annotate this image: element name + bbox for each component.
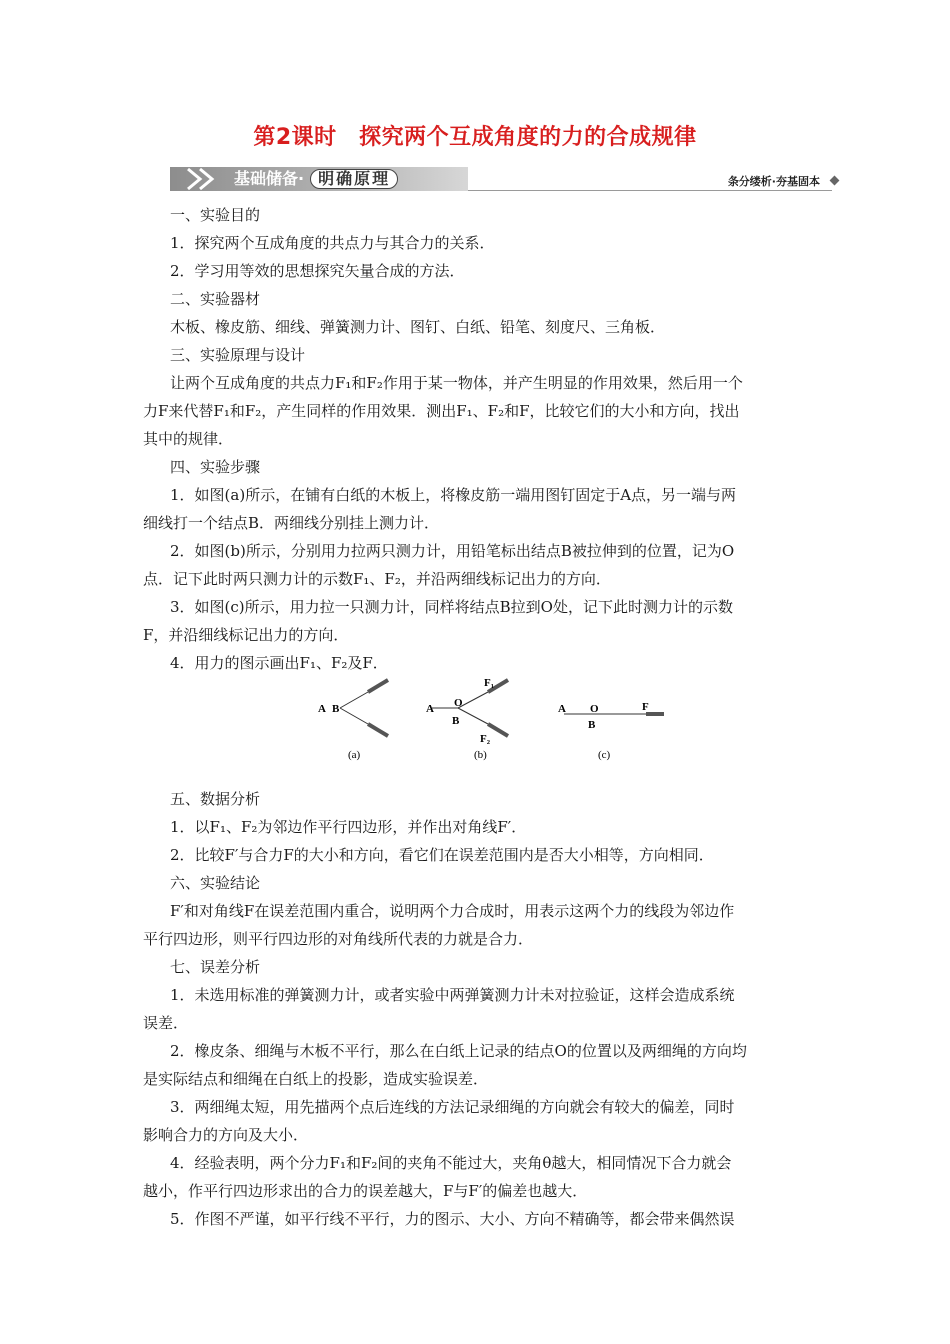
text-line: F，并沿细线标记出力的方向． — [143, 626, 349, 644]
text-line: 木板、橡皮筋、细线、弹簧测力计、图钉、白纸、铅笔、刻度尺、三角板． — [170, 318, 666, 336]
text-line: 越小，作平行四边形求出的合力的误差越大，F与F′的偏差也越大． — [143, 1182, 588, 1200]
text-line: 四、实验步骤 — [170, 458, 261, 476]
text-line: 点．记下此时两只测力计的示数F₁、F₂，并沿两细线标记出力的方向． — [143, 570, 611, 588]
text-line: 3．如图(c)所示，用力拉一只测力计，同样将结点B拉到O处，记下此时测力计的示数 — [170, 598, 733, 616]
text-line: 2．学习用等效的思想探究矢量合成的方法． — [170, 262, 465, 280]
fig-b-label-F1: F₁ — [484, 677, 495, 689]
fig-b-label-O: O — [454, 697, 463, 709]
banner-subtitle: 条分缕析·夯基固本 — [727, 175, 820, 188]
fig-b-label-B: B — [452, 715, 460, 727]
text-line: 3．两细绳太短，用先描两个点后连线的方法记录细绳的方向就会有较大的偏差，同时 — [170, 1098, 735, 1116]
diamond-icon — [830, 176, 840, 186]
fig-b-caption: (b) — [474, 749, 487, 761]
fig-a-label-A: A — [318, 703, 326, 715]
text-line: 六、实验结论 — [170, 874, 261, 892]
text-block-2 — [143, 785, 827, 1233]
figure-c — [558, 701, 664, 761]
text-line: 4．经验表明，两个分力F₁和F₂间的夹角不能过大，夹角θ越大，相同情况下合力就会 — [170, 1154, 732, 1172]
text-line: 1．探究两个互成角度的共点力与其合力的关系． — [170, 234, 495, 252]
fig-c-caption: (c) — [598, 749, 611, 761]
text-line: 4．用力的图示画出F₁、F₂及F． — [170, 654, 388, 672]
section-banner — [170, 163, 838, 193]
text-line: 三、实验原理与设计 — [170, 346, 306, 364]
text-line: 一、实验目的 — [170, 206, 261, 224]
text-line: 2．比较F′与合力F的大小和方向，看它们在误差范围内是否大小相等，方向相同． — [170, 846, 714, 864]
experiment-figure — [300, 668, 690, 768]
fig-a-caption: (a) — [348, 749, 361, 761]
text-line: 力F来代替F₁和F₂，产生同样的作用效果．测出F₁、F₂和F，比较它们的大小和方向，找出 — [143, 402, 740, 420]
text-line: 误差． — [143, 1014, 189, 1032]
spring-scale-icon — [368, 680, 388, 692]
text-line: 其中的规律． — [143, 430, 234, 448]
figure-b — [426, 677, 508, 761]
fig-c-label-A: A — [558, 703, 566, 715]
text-line: 1．如图(a)所示，在铺有白纸的木板上，将橡皮筋一端用图钉固定于A点，另一端与两 — [170, 486, 737, 504]
spring-scale-icon — [368, 724, 388, 736]
text-line: 七、误差分析 — [170, 958, 261, 976]
banner-heading — [234, 168, 398, 190]
fig-c-label-B: B — [588, 719, 596, 731]
text-block-1 — [143, 201, 827, 677]
fig-c-label-O: O — [590, 703, 599, 715]
spring-scale-icon — [488, 724, 508, 736]
text-line: 细线打一个结点B．两细线分别挂上测力计． — [143, 514, 440, 532]
banner-heading-text: 基础储备· — [234, 169, 305, 188]
text-line: 1．未选用标准的弹簧测力计，或者实验中两弹簧测力计未对拉验证，这样会造成系统 — [170, 986, 735, 1004]
text-line: 平行四边形，则平行四边形的对角线所代表的力就是合力． — [143, 930, 534, 948]
text-line: 五、数据分析 — [170, 790, 261, 808]
text-line: 1．以F₁、F₂为邻边作平行四边形，并作出对角线F′． — [170, 818, 527, 836]
banner-divider — [468, 190, 832, 191]
text-line: 二、实验器材 — [170, 290, 261, 308]
banner-pill: 明确原理 — [310, 169, 398, 189]
double-chevron-icon — [184, 167, 224, 191]
lesson-title: 第2课时 探究两个互成角度的力的合成规律 — [253, 125, 697, 150]
text-line: 2．如图(b)所示，分别用力拉两只测力计，用铅笔标出结点B被拉伸到的位置，记为O — [170, 542, 735, 560]
text-line: 5．作图不严谨，如平行线不平行，力的图示、大小、方向不精确等，都会带来偶然误 — [170, 1210, 735, 1228]
fig-b-label-F2: F₂ — [480, 733, 491, 745]
text-line: 2．橡皮条、细绳与木板不平行，那么在白纸上记录的结点O的位置以及两细绳的方向均 — [170, 1042, 747, 1060]
fig-a-label-B: B — [332, 703, 340, 715]
figure-a — [318, 680, 388, 761]
text-line: F′和对角线F在误差范围内重合，说明两个力合成时，用表示这两个力的线段为邻边作 — [170, 902, 735, 920]
fig-b-label-A: A — [426, 703, 434, 715]
text-line: 影响合力的方向及大小． — [143, 1126, 309, 1144]
text-line: 让两个互成角度的共点力F₁和F₂作用于某一物体，并产生明显的作用效果，然后用一个 — [170, 374, 743, 392]
text-line: 是实际结点和细绳在白纸上的投影，造成实验误差． — [143, 1070, 489, 1088]
fig-c-label-F: F — [642, 701, 649, 713]
